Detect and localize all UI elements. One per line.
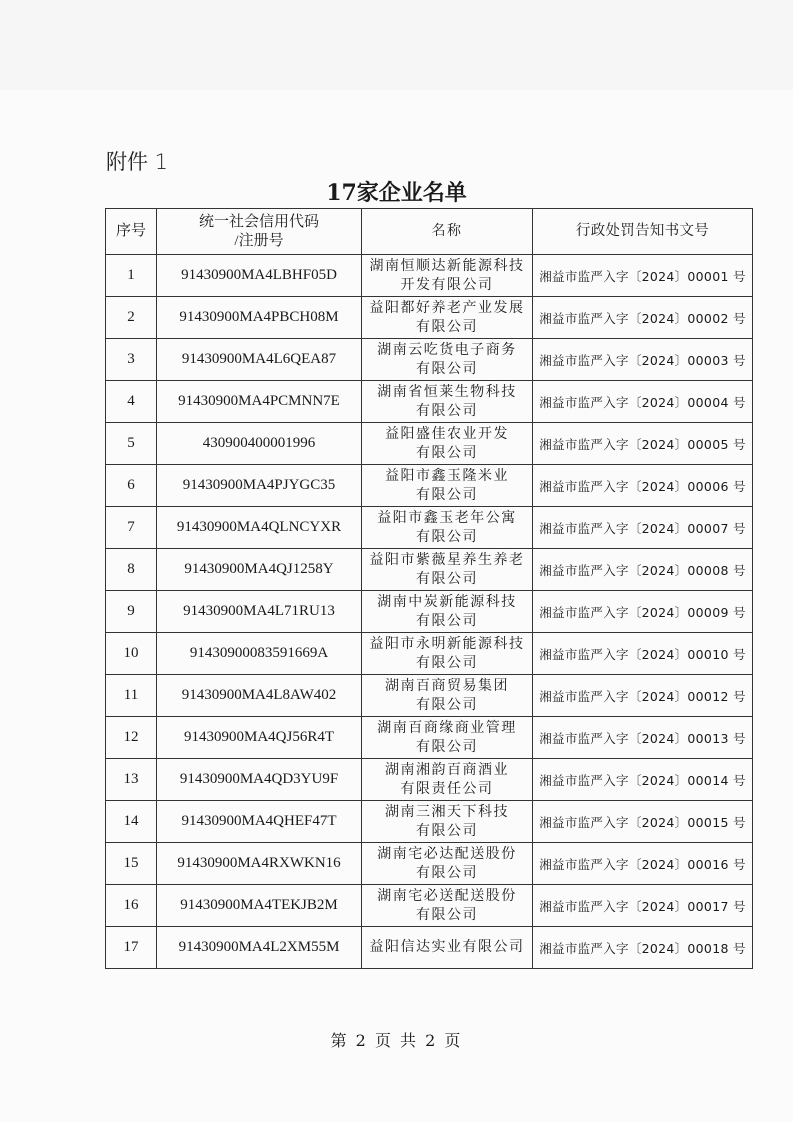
company-name-line: 有限公司	[416, 738, 478, 755]
company-name-line: 湖南三湘天下科技	[385, 803, 509, 820]
company-name-line: 有限公司	[416, 570, 478, 587]
company-name	[362, 507, 533, 549]
company-name-line: 湖南云吃货电子商务	[377, 341, 517, 358]
scan-header-band	[0, 0, 793, 90]
company-name-line: 湖南省恒莱生物科技	[377, 383, 517, 400]
penalty-doc-number: 湘益市监严入字〔2024〕00014 号	[533, 759, 753, 801]
company-name-line: 湖南百商缘商业管理	[377, 719, 517, 736]
credit-code: 91430900MA4PJYGC35	[157, 465, 362, 507]
company-name-line: 益阳市紫薇星养生养老	[369, 551, 525, 568]
table-row	[106, 591, 753, 633]
penalty-doc-number: 湘益市监严入字〔2024〕00001 号	[533, 255, 753, 297]
company-name-line: 有限公司	[416, 528, 478, 545]
table-row	[106, 297, 753, 339]
page-footer: 第 2 页 共 2 页	[330, 1031, 463, 1050]
credit-code: 91430900MA4L6QEA87	[157, 339, 362, 381]
row-index: 13	[106, 759, 157, 801]
row-index: 5	[106, 423, 157, 465]
table-row	[106, 759, 753, 801]
row-index: 9	[106, 591, 157, 633]
header-code-line1: 统一社会信用代码	[198, 213, 319, 230]
company-name-line: 有限公司	[416, 402, 478, 419]
credit-code: 91430900MA4QLNCYXR	[157, 507, 362, 549]
row-index: 15	[106, 843, 157, 885]
credit-code: 91430900MA4QJ56R4T	[157, 717, 362, 759]
header-code	[157, 209, 362, 255]
company-name-line: 有限公司	[416, 612, 478, 629]
header-index: 序号	[106, 209, 157, 255]
credit-code: 91430900MA4L2XM55M	[157, 927, 362, 969]
penalty-doc-number: 湘益市监严入字〔2024〕00012 号	[533, 675, 753, 717]
row-index: 4	[106, 381, 157, 423]
company-name	[362, 255, 533, 297]
header-doc: 行政处罚告知书文号	[533, 209, 753, 255]
company-name-line: 湖南宅必送配送股份	[377, 887, 517, 904]
penalty-doc-number: 湘益市监严入字〔2024〕00009 号	[533, 591, 753, 633]
penalty-doc-number: 湘益市监严入字〔2024〕00017 号	[533, 885, 753, 927]
credit-code: 91430900083591669A	[157, 633, 362, 675]
credit-code: 91430900MA4RXWKN16	[157, 843, 362, 885]
company-name	[362, 381, 533, 423]
penalty-doc-number: 湘益市监严入字〔2024〕00005 号	[533, 423, 753, 465]
row-index: 16	[106, 885, 157, 927]
penalty-doc-number: 湘益市监严入字〔2024〕00016 号	[533, 843, 753, 885]
company-name-line: 湖南百商贸易集团	[385, 677, 509, 694]
table-row	[106, 717, 753, 759]
table-row	[106, 255, 753, 297]
credit-code: 91430900MA4L71RU13	[157, 591, 362, 633]
row-index: 11	[106, 675, 157, 717]
table-row	[106, 843, 753, 885]
company-name-line: 有限责任公司	[400, 780, 494, 797]
row-index: 6	[106, 465, 157, 507]
header-name: 名称	[362, 209, 533, 255]
company-name-line: 有限公司	[416, 654, 478, 671]
table-row	[106, 927, 753, 969]
company-name-line: 有限公司	[416, 864, 478, 881]
company-name	[362, 297, 533, 339]
table-row	[106, 381, 753, 423]
company-name-line: 益阳市鑫玉老年公寓	[377, 509, 517, 526]
credit-code: 91430900MA4QD3YU9F	[157, 759, 362, 801]
attachment-label: 附件 1	[106, 150, 169, 174]
table-row	[106, 507, 753, 549]
company-name-line: 益阳都好养老产业发展	[369, 299, 525, 316]
company-name-line: 湖南宅必达配送股份	[377, 845, 517, 862]
enterprise-table	[105, 208, 753, 969]
row-index: 2	[106, 297, 157, 339]
table-row	[106, 885, 753, 927]
penalty-doc-number: 湘益市监严入字〔2024〕00004 号	[533, 381, 753, 423]
company-name	[362, 633, 533, 675]
company-name	[362, 717, 533, 759]
credit-code: 91430900MA4TEKJB2M	[157, 885, 362, 927]
company-name	[362, 885, 533, 927]
company-name	[362, 465, 533, 507]
row-index: 1	[106, 255, 157, 297]
company-name-line: 有限公司	[416, 444, 478, 461]
company-name-line: 有限公司	[416, 906, 478, 923]
row-index: 8	[106, 549, 157, 591]
company-name-line: 湖南湘韵百商酒业	[385, 761, 509, 778]
credit-code: 91430900MA4L8AW402	[157, 675, 362, 717]
credit-code: 430900400001996	[157, 423, 362, 465]
header-code-line2: /注册号	[234, 232, 284, 249]
table-row	[106, 339, 753, 381]
penalty-doc-number: 湘益市监严入字〔2024〕00008 号	[533, 549, 753, 591]
penalty-doc-number: 湘益市监严入字〔2024〕00015 号	[533, 801, 753, 843]
row-index: 14	[106, 801, 157, 843]
table-row	[106, 633, 753, 675]
penalty-doc-number: 湘益市监严入字〔2024〕00006 号	[533, 465, 753, 507]
penalty-doc-number: 湘益市监严入字〔2024〕00002 号	[533, 297, 753, 339]
company-name-line: 益阳信达实业有限公司	[369, 939, 525, 955]
table-row	[106, 675, 753, 717]
company-name	[362, 759, 533, 801]
penalty-doc-number: 湘益市监严入字〔2024〕00018 号	[533, 927, 753, 969]
company-name-line: 益阳盛佳农业开发	[385, 425, 509, 442]
row-index: 10	[106, 633, 157, 675]
company-name-line: 有限公司	[416, 318, 478, 335]
row-index: 3	[106, 339, 157, 381]
company-name	[362, 843, 533, 885]
company-name	[362, 801, 533, 843]
row-index: 7	[106, 507, 157, 549]
penalty-doc-number: 湘益市监严入字〔2024〕00013 号	[533, 717, 753, 759]
table-row	[106, 423, 753, 465]
table-row	[106, 549, 753, 591]
table-row	[106, 465, 753, 507]
company-name	[362, 927, 533, 969]
row-index: 12	[106, 717, 157, 759]
penalty-doc-number: 湘益市监严入字〔2024〕00003 号	[533, 339, 753, 381]
penalty-doc-number: 湘益市监严入字〔2024〕00007 号	[533, 507, 753, 549]
company-name	[362, 675, 533, 717]
credit-code: 91430900MA4LBHF05D	[157, 255, 362, 297]
company-name	[362, 549, 533, 591]
company-name	[362, 423, 533, 465]
company-name	[362, 591, 533, 633]
credit-code: 91430900MA4QJ1258Y	[157, 549, 362, 591]
company-name-line: 益阳市永明新能源科技	[369, 635, 525, 652]
credit-code: 91430900MA4PBCH08M	[157, 297, 362, 339]
company-name-line: 湖南中炭新能源科技	[377, 593, 517, 610]
company-name	[362, 339, 533, 381]
credit-code: 91430900MA4PCMNN7E	[157, 381, 362, 423]
company-name-line: 有限公司	[416, 486, 478, 503]
company-name-line: 有限公司	[416, 696, 478, 713]
penalty-doc-number: 湘益市监严入字〔2024〕00010 号	[533, 633, 753, 675]
table-row	[106, 801, 753, 843]
company-name-line: 有限公司	[416, 360, 478, 377]
company-name-line: 益阳市鑫玉隆米业	[385, 467, 509, 484]
company-name-line: 有限公司	[416, 822, 478, 839]
company-name-line: 湖南恒顺达新能源科技	[369, 257, 525, 274]
row-index: 17	[106, 927, 157, 969]
table-header-row	[106, 209, 753, 255]
page-title: 17家企业名单	[326, 180, 467, 206]
credit-code: 91430900MA4QHEF47T	[157, 801, 362, 843]
company-name-line: 开发有限公司	[400, 276, 494, 293]
